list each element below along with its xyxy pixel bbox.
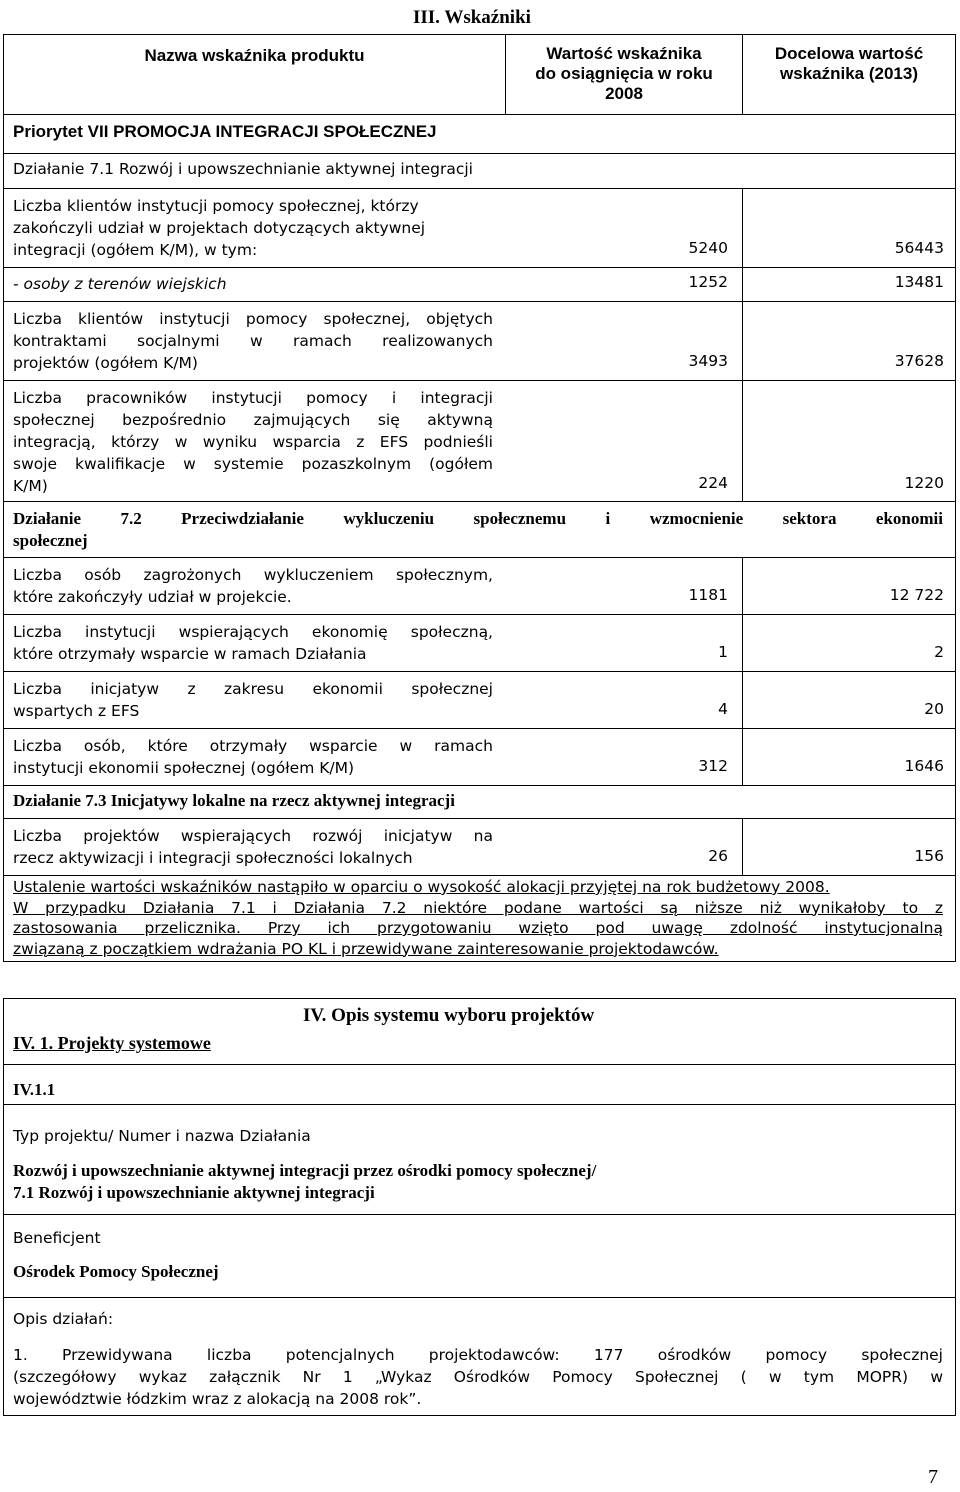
indicator-label: Liczba klientów instytucji pomocy społecznej, którzy zakończyli udział w projektach dotyczących aktywnej integracji (ogółem K/M), w tym: (13, 197, 426, 259)
row-line (3, 614, 956, 615)
table-border-bottom (3, 961, 956, 962)
value-2008: 1 (718, 643, 728, 661)
value-2008: 1181 (688, 586, 728, 604)
row-line (3, 380, 956, 381)
priority-heading: Priorytet VII PROMOCJA INTEGRACJI SPOŁECZNEJ (13, 122, 437, 141)
box-border-left (3, 998, 4, 1416)
value-2013: 2 (934, 643, 944, 661)
page-number: 7 (928, 1466, 938, 1488)
header-bottom (3, 114, 956, 115)
action-heading-7-1: Działanie 7.1 Rozwój i upowszechnianie aktywnej integracji (13, 160, 473, 178)
value-2013: 12 722 (889, 586, 944, 604)
box-border-right (955, 998, 956, 1416)
box-divider (3, 1214, 956, 1215)
row-line (3, 818, 956, 819)
row-line (3, 728, 956, 729)
value-2013: 20 (924, 700, 944, 718)
section-title: III. Wskaźniki (413, 7, 531, 28)
value-2013: 37628 (894, 352, 944, 370)
value-2013: 156 (914, 847, 944, 865)
table-border-left (3, 34, 4, 962)
indicator-label: Liczba osób, które otrzymały wsparcie w ramach instytucji ekonomii społecznej (ogółem K/M) (13, 737, 493, 777)
subsection-title: IV. 1. Projekty systemowe (13, 1033, 211, 1053)
action-heading-7-3: Działanie 7.3 Inicjatywy lokalne na rzecz aktywnej integracji (13, 791, 455, 810)
table-border-top (3, 34, 956, 35)
row-line (3, 153, 956, 154)
value-2008: 5240 (688, 239, 728, 257)
indicator-label: Liczba instytucji wspierających ekonomię społeczną, które otrzymały wsparcie w ramach Działania (13, 623, 493, 663)
row-line (3, 557, 956, 558)
value-2013: 1220 (904, 474, 944, 492)
subsection-number: IV.1.1 (13, 1080, 56, 1099)
col-divider (742, 188, 743, 501)
row-line (3, 301, 956, 302)
value-2008: 3493 (688, 352, 728, 370)
value-2013: 1646 (904, 757, 944, 775)
row-line (3, 671, 956, 672)
indicator-label: Liczba inicjatyw z zakresu ekonomii społecznej wspartych z EFS (13, 680, 493, 720)
value-2013: 56443 (894, 239, 944, 257)
row-line (3, 785, 956, 786)
row-line (3, 875, 956, 876)
value-2008: 224 (698, 474, 728, 492)
description-label: Opis działań: (13, 1310, 114, 1328)
row-line (3, 501, 956, 502)
value-2008: 26 (708, 847, 728, 865)
project-type-value: Rozwój i upowszechnianie aktywnej integracji przez ośrodki pomocy społecznej/ 7.1 Rozwój i upowszechnianie aktywnej integracji (13, 1161, 597, 1202)
box-divider (3, 1064, 956, 1065)
beneficiary-label: Beneficjent (13, 1229, 101, 1247)
box-divider (3, 1104, 956, 1105)
column-header-2008: Wartość wskaźnika do osiągnięcia w roku 2008 (535, 44, 713, 103)
column-header-2013: Docelowa wartość wskaźnika (2013) (774, 44, 924, 83)
value-2013: 13481 (894, 273, 944, 291)
row-line (3, 188, 956, 189)
indicator-label: Liczba klientów instytucji pomocy społecznej, objętych kontraktami socjalnymi w ramach realizowanych projektów (ogółem K/M) (13, 310, 493, 372)
indicator-label: Liczba projektów wspierających rozwój inicjatyw na rzecz aktywizacji i integracji społeczności lokalnych (13, 827, 493, 867)
indicator-label: - osoby z terenów wiejskich (13, 275, 227, 293)
indicator-label: Liczba pracowników instytucji pomocy i integracji społecznej bezpośrednio zajmujących się aktywną integracją, którzy w wyniku wsparcia z EFS podnieśli swoje kwalifikacje w systemie pozaszkolnym (ogółem K/M) (13, 389, 493, 495)
value-2008: 312 (698, 757, 728, 775)
table-note: Ustalenie wartości wskaźników nastąpiło w oparciu o wysokość alokacji przyjętej na rok budżetowy 2008. W przypadku Działania 7.1 i Działania 7.2 niektóre podane wartości są niższe niż wynikałoby to z zastosowania przelicznika. Przy ich przygotowaniu wzięto pod uwagę zdolność instytucjonalną związaną z początkiem wdrażania PO KL i przewidywane zainteresowanie projektodawców. (13, 878, 943, 958)
indicator-label: Liczba osób zagrożonych wykluczeniem społecznym, które zakończyły udział w projekcie. (13, 566, 493, 606)
action-heading-7-2: Działanie 7.2 Przeciwdziałanie wykluczeniu społecznemu i wzmocnienie sektora ekonomii społecznej (13, 509, 943, 550)
table-border-right (955, 34, 956, 962)
box-divider (3, 1297, 956, 1298)
value-2008: 4 (718, 700, 728, 718)
description-text: 1. Przewidywana liczba potencjalnych projektodawców: 177 ośrodków pomocy społecznej (szczegółowy wykaz załącznik Nr 1 „Wykaz Ośrodków Pomocy Społecznej ( w tym MOPR) w województwie łódzkim wraz z alokacją na 2008 rok”. (13, 1346, 943, 1408)
value-2008: 1252 (688, 273, 728, 291)
box-border-top (3, 998, 956, 999)
section-title: IV. Opis systemu wyboru projektów (303, 1005, 595, 1026)
project-type-label: Typ projektu/ Numer i nazwa Działania (13, 1127, 311, 1145)
row-line (3, 267, 956, 268)
box-border-bottom (3, 1415, 956, 1416)
beneficiary-value: Ośrodek Pomocy Społecznej (13, 1262, 219, 1281)
column-header-name: Nazwa wskaźnika produktu (144, 46, 365, 65)
